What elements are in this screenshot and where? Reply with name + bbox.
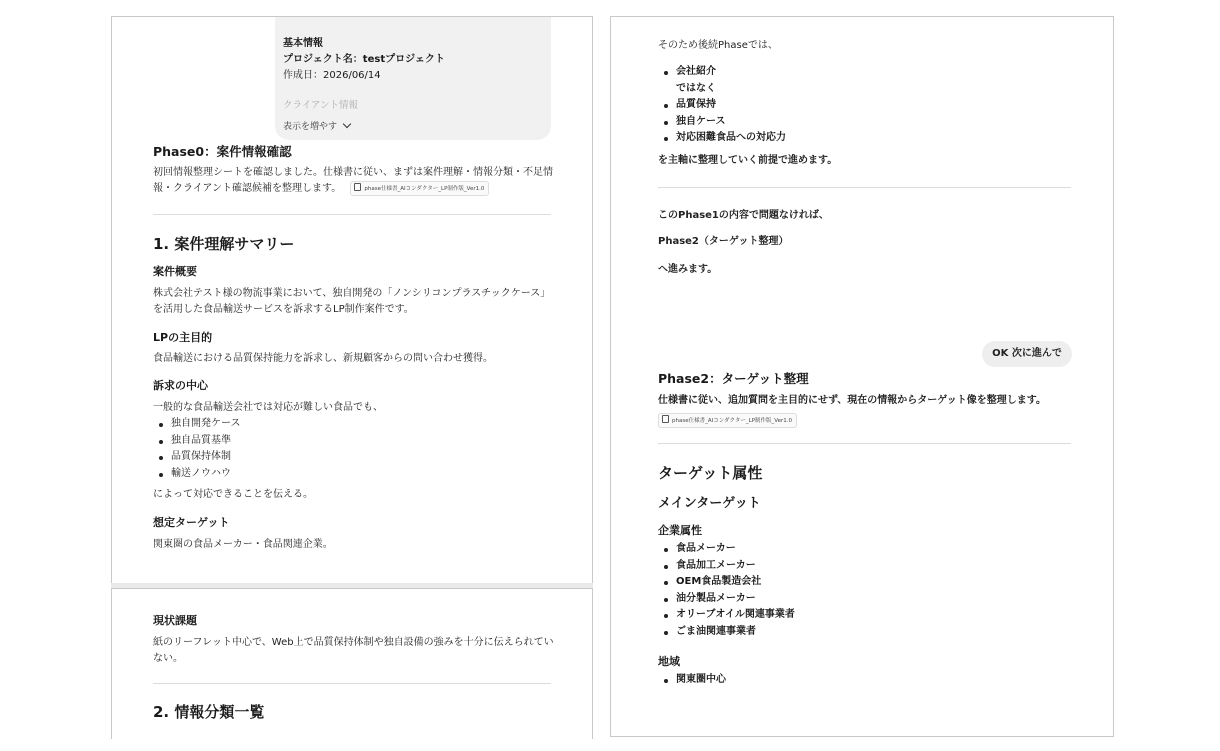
list-item: 独自ケース <box>658 114 786 131</box>
document-icon <box>354 183 361 191</box>
user-message-bubble <box>275 16 551 140</box>
appeal-text: 一般的な食品輸送会社では対応が難しい食品でも、 <box>153 402 383 413</box>
list-item: 独自品質基準 <box>153 433 241 450</box>
list-item: 輸送ノウハウ <box>153 466 241 483</box>
list-item: OEM食品製造会社 <box>658 574 795 591</box>
basic-info-heading: 基本情報 <box>283 38 323 49</box>
phase2-desc: 仕様書に従い、追加質問を主目的にせず、現在の情報からターゲット像を整理します。 <box>658 395 1046 406</box>
list-item: 会社紹介 <box>658 64 716 81</box>
show-more-label: 表示を増やす <box>283 122 338 132</box>
focus-list <box>658 97 786 147</box>
confirm-line-1: このPhase1の内容で問題なければ、 <box>658 210 829 221</box>
chat-panel-left-lower <box>111 588 593 739</box>
target-heading: 想定ターゲット <box>153 516 230 529</box>
confirm-line-3: へ進みます。 <box>658 264 718 275</box>
company-attr-list <box>658 541 795 641</box>
divider <box>153 683 551 684</box>
target-attr-title: ターゲット属性 <box>658 464 763 482</box>
appeal-after: によって対応できることを伝える。 <box>153 489 313 500</box>
document-icon <box>662 415 669 423</box>
chat-panel-left <box>111 16 593 585</box>
ok-next-message[interactable]: OK 次に進んで <box>982 341 1072 367</box>
appeal-heading: 訴求の中心 <box>153 379 208 392</box>
phase2-title: Phase2：ターゲット整理 <box>658 371 809 386</box>
issue-line-2: ない。 <box>153 653 183 664</box>
intro-line-2-row <box>153 180 489 197</box>
target-text: 関東圏の食品メーカー・食品関連企業。 <box>153 539 333 550</box>
list-item: 関東圏中心 <box>658 672 726 689</box>
list-item: オリーブオイル関連事業者 <box>658 607 795 624</box>
overview-heading: 案件概要 <box>153 265 197 278</box>
file-chip-row <box>658 410 797 429</box>
list-item: 食品メーカー <box>658 541 795 558</box>
intro-line-1: 初回情報整理シートを確認しました。仕様書に従い、まずは案件理解・情報分類・不足情 <box>153 167 553 178</box>
not-text: ではなく <box>676 83 716 94</box>
list-item: 食品加工メーカー <box>658 558 795 575</box>
list-item: 油分製品メーカー <box>658 591 795 608</box>
region-list <box>658 672 726 689</box>
confirm-line-2: Phase2（ターゲット整理） <box>658 236 789 247</box>
file-chip[interactable] <box>658 413 797 428</box>
project-name: プロジェクト名：testプロジェクト <box>283 54 445 65</box>
section1-title: 1. 案件理解サマリー <box>153 235 295 253</box>
list-company-intro <box>658 64 716 81</box>
purpose-text: 食品輸送における品質保持能力を訴求し、新規顧客からの問い合わせ獲得。 <box>153 353 493 364</box>
phase0-title: Phase0：案件情報確認 <box>153 144 292 159</box>
list-item: 品質保持体制 <box>153 449 241 466</box>
created-date: 作成日：2026/06/14 <box>283 70 381 81</box>
list-item: 品質保持 <box>658 97 786 114</box>
issue-line-1: 紙のリーフレット中心で、Web上で品質保持体制や独自設備の強みを十分に伝えられてい <box>153 637 554 648</box>
main-axis-text: を主軸に整理していく前提で進めます。 <box>658 155 838 166</box>
overview-line-2: を活用した食品輸送サービスを訴求するLP制作案件です。 <box>153 304 414 315</box>
list-item: ごま油関連事業者 <box>658 624 795 641</box>
appeal-list <box>153 416 241 482</box>
later-phase-text: そのため後続Phaseでは、 <box>658 40 778 51</box>
list-item: 独自開発ケース <box>153 416 241 433</box>
divider <box>153 214 551 215</box>
purpose-heading: LPの主目的 <box>153 331 213 344</box>
section2-title: 2. 情報分類一覧 <box>153 703 265 721</box>
region-heading: 地域 <box>658 655 680 668</box>
divider <box>658 187 1071 188</box>
intro-line-2: 報・クライアント確認候補を整理します。 <box>153 183 342 194</box>
overview-line-1: 株式会社テスト様の物流事業において、独自開発の「ノンシリコンプラスチックケース」 <box>153 288 551 299</box>
company-attr-heading: 企業属性 <box>658 524 702 537</box>
chevron-down-icon <box>343 120 351 128</box>
list-item: 対応困難食品への対応力 <box>658 130 786 147</box>
main-target-heading: メインターゲット <box>658 496 761 511</box>
issue-heading: 現状課題 <box>153 614 197 627</box>
file-chip-label: phase仕様書_AIコンダクター_LP制作版_Ver1.0 <box>672 418 793 424</box>
show-more-button[interactable] <box>283 119 350 132</box>
client-info-faded: クライアント情報 <box>283 100 359 111</box>
file-chip-label: phase仕様書_AIコンダクター_LP制作版_Ver1.0 <box>364 185 485 192</box>
divider <box>658 443 1071 444</box>
file-chip[interactable] <box>350 181 489 196</box>
chat-panel-right <box>610 16 1114 737</box>
